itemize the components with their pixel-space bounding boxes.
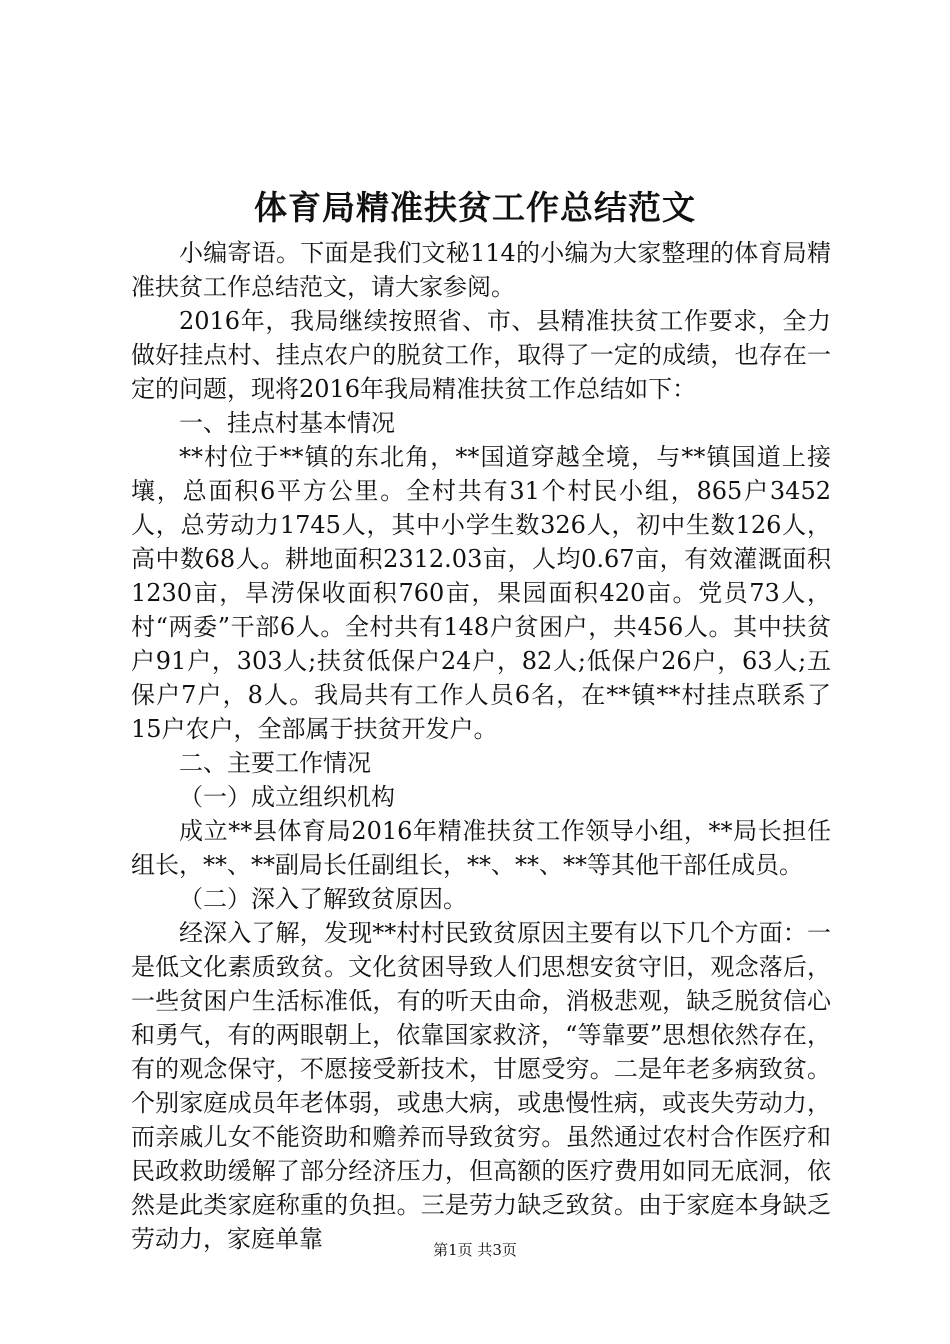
subsection-heading-1: （一）成立组织机构: [179, 783, 395, 811]
paragraph-village-info: **村位于**镇的东北角，**国道穿越全境，与**镇国道上接壤，总面积6平方公里。全村共有31个村民小组，865户3452人，总劳动力1745人，其中小学生数326人，初中生数126人，高中数68人。耕地面积2312.03亩，人均0.67亩，有效灌溉面积1230亩，旱涝保收面积760亩，果园面积420亩。党员73人，村“两委”干部6人。全村共有148户贫困户，共456人。其中扶贫户91户，303人;扶贫低保户24户，82人;低保户26户，63人;五保户7户，8人。我局共有工作人员6名，在**镇**村挂点联系了15户农户，全部属于扶贫开发户。: [131, 443, 831, 743]
document-title: 体育局精准扶贫工作总结范文: [254, 188, 696, 227]
subsection-heading-2: （二）深入了解致贫原因。: [179, 885, 467, 913]
section-heading-2: 二、主要工作情况: [179, 749, 371, 777]
page-footer: 第1页 共3页: [433, 1241, 517, 1259]
document-body: [131, 236, 831, 1256]
paragraph-poverty-causes: 经深入了解，发现**村村民致贫原因主要有以下几个方面：一是低文化素质致贫。文化贫困导致人们思想安贫守旧，观念落后，一些贫困户生活标准低，有的听天由命，消极悲观，缺乏脱贫信心和勇气，有的两眼朝上，依靠国家救济，“等靠要”思想依然存在，有的观念保守，不愿接受新技术，甘愿受穷。二是年老多病致贫。个别家庭成员年老体弱，或患大病，或患慢性病，或丧失劳动力，而亲戚儿女不能资助和赡养而导致贫穷。虽然通过农村合作医疗和民政救助缓解了部分经济压力，但高额的医疗费用如同无底洞，依然是此类家庭称重的负担。三是劳力缺乏致贫。由于家庭本身缺乏劳动力，家庭单靠: [131, 919, 831, 1253]
paragraph-organization: 成立**县体育局2016年精准扶贫工作领导小组，**局长担任组长，**、**副局长任副组长，**、**、**等其他干部任成员。: [131, 817, 831, 879]
section-heading-1: 一、挂点村基本情况: [179, 409, 395, 437]
paragraph-intro: 小编寄语。下面是我们文秘114的小编为大家整理的体育局精准扶贫工作总结范文，请大家参阅。: [131, 239, 831, 301]
paragraph-summary: 2016年，我局继续按照省、市、县精准扶贫工作要求，全力做好挂点村、挂点农户的脱贫工作，取得了一定的成绩，也存在一定的问题，现将2016年我局精准扶贫工作总结如下：: [131, 307, 831, 403]
